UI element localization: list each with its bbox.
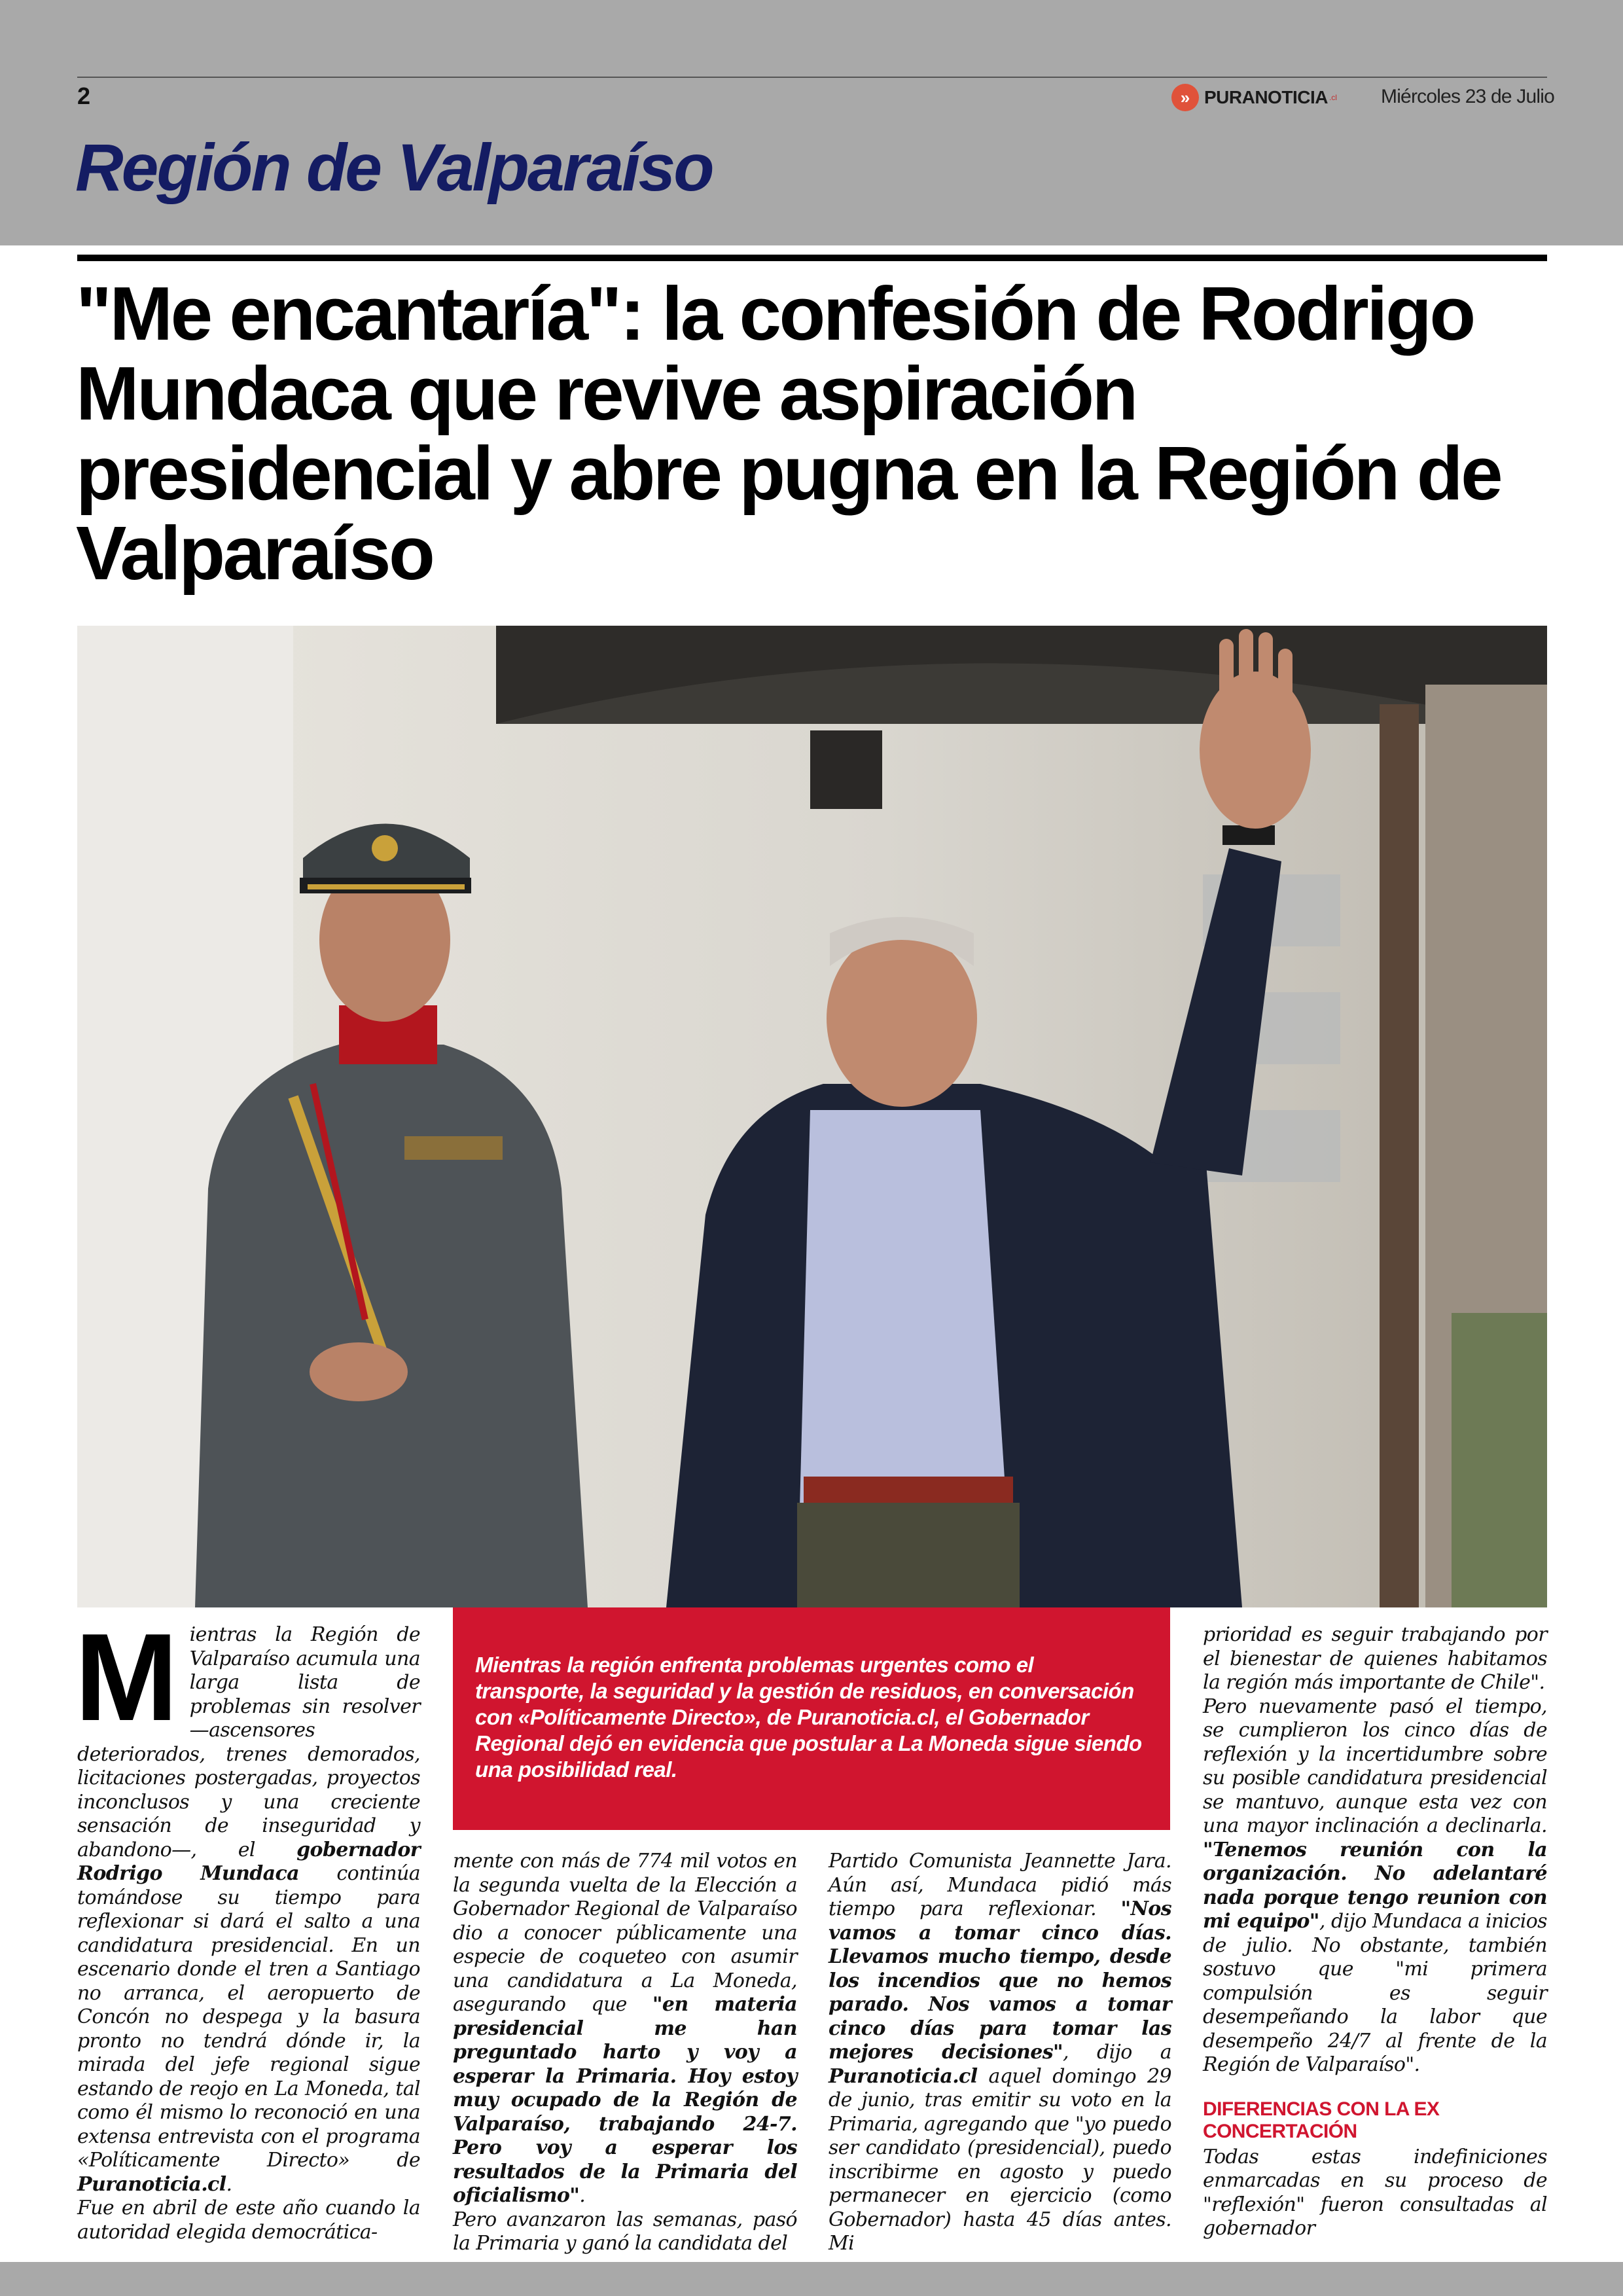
paragraph: Fue en abril de este año cuando la autoridad elegida democrática-	[77, 2197, 420, 2244]
callout-box	[453, 1607, 1170, 1830]
issue-date: Miércoles 23 de Julio	[1381, 86, 1555, 107]
paragraph: Pero nuevamente pasó el tiempo, se cumplieron los cinco días de reflexión y la incertidumbre sobre su posible candidatura presidencial se mantuvo, aunque esta vez con una mayor inclinación a declinarla. "Tenemos reunión con la organización. No adelantaré nada porque tengo reunion con mi equipo", dijo Mundaca a inicios de julio. No obstante, también sostuvo que "mi primera compulsión es seguir desempeñando la labor que desempeño 24/7 al frente de la Región de Valparaíso".	[1203, 1695, 1547, 2076]
paragraph: Todas estas indefiniciones enmarcadas en su proceso de "reflexión" fueron consultadas al gobernador	[1203, 2145, 1547, 2240]
page-number: 2	[77, 82, 91, 109]
headline-rule	[77, 255, 1547, 261]
drop-cap: M	[75, 1608, 178, 1747]
brand-name: PURANOTICIA	[1204, 87, 1328, 107]
header-band	[0, 0, 1623, 245]
subheading: DIFERENCIAS CON LA EX CONCERTACIÓN	[1203, 2098, 1440, 2142]
section-title: Región de Valparaíso	[75, 130, 713, 205]
brand-logo	[1171, 84, 1337, 111]
headline: "Me encantaría": la confesión de Rodrigo Mundaca que revive aspiración presidencial y abre pugna en la Región de Valparaíso	[76, 271, 1501, 596]
footer-band	[0, 2262, 1623, 2296]
paragraph: Partido Comunista Jeannette Jara. Aún así, Mundaca pidió más tiempo para reflexionar. "Nos vamos a tomar cinco días. Llevamos mucho tiempo, desde los incendios que no hemos parado. Nos vamos a tomar cinco días para tomar las mejores decisiones", dijo a Puranoticia.cl aquel domingo 29 de junio, tras emitir su voto en la Primaria, agregando que "yo puedo ser candidato (presidencial), puedo inscribirme en agosto y puedo permanecer en ejercicio (como Gobernador) hasta 45 días antes. Mi	[829, 1850, 1172, 2255]
article-column-4	[1203, 1623, 1547, 2241]
article-photo	[77, 626, 1547, 1607]
article-column-2	[453, 1850, 797, 2256]
article-column-3	[829, 1850, 1171, 2256]
paragraph: prioridad es seguir trabajando por el bienestar de quienes habitamos la región más importante de Chile".	[1203, 1623, 1547, 1694]
header-rule	[77, 77, 1547, 78]
paragraph: Pero avanzaron las semanas, pasó la Primaria y ganó la candidata del	[453, 2208, 797, 2255]
lead-paragraph: Mientras la Región de Valparaíso acumula una larga lista de problemas sin resolver —ascensores deteriorados, trenes demorados, licitaciones postergadas, proyectos inconclusos y una creciente sensación de inseguridad y abandono—, el gobernador Rodrigo Mundaca continúa tomándose su tiempo para reflexionar si dará el salto a una candidatura presidencial. En un escenario donde el tren a Santiago no arranca, el aeropuerto de Concón no despega y la basura pronto no tendrá dónde ir, la mirada del jefe regional sigue estando de reojo en La Moneda, tal como él mismo lo reconoció en una extensa entrevista con el programa «Políticamente Directo» de Puranoticia.cl.	[75, 1608, 420, 2196]
chevrons-icon: »	[1171, 84, 1199, 111]
brand-suffix: .cl	[1329, 93, 1337, 102]
callout-text: Mientras la región enfrenta problemas urgentes como el transporte, la seguridad y la gestión de residuos, en conversación con «Políticamente Directo», de Puranoticia.cl, el Gobernador Regional dejó en evidencia que postular a La Moneda sigue siendo una posibilidad real.	[475, 1653, 1142, 1782]
article-column-1	[75, 1608, 420, 2244]
paragraph: mente con más de 774 mil votos en la segunda vuelta de la Elección a Gobernador Regional de Valparaíso dio a conocer públicamente una especie de coqueteo con asumir una candidatura a La Moneda, asegurando que "en materia presidencial me han preguntado harto y voy a esperar la Primaria. Hoy estoy muy ocupado de la Región de Valparaíso, trabajando 24-7. Pero voy a esperar los resultados de la Primaria del oficialismo".	[453, 1850, 797, 2207]
